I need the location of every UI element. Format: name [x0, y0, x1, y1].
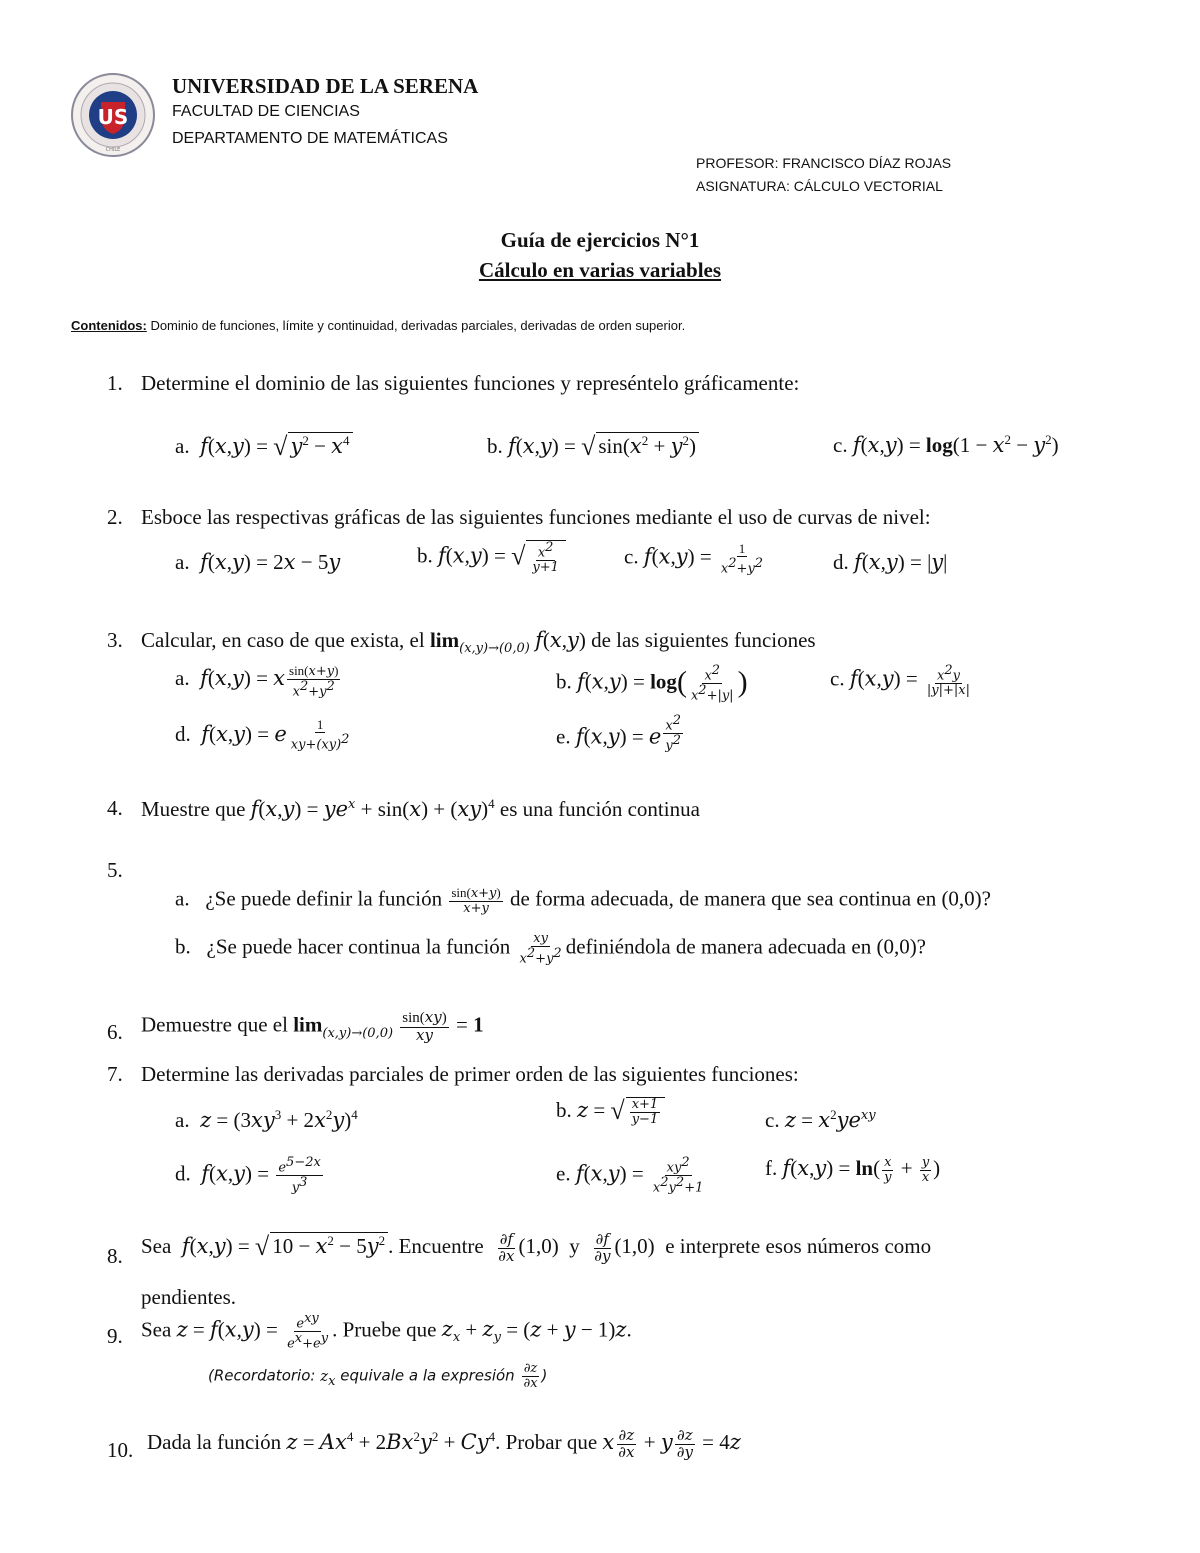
exercise-7c: c. $z = x^2ye^{xy}$: [765, 1107, 876, 1132]
exercise-7b: b. z = √ $\frac{x+1}{y-1}$: [556, 1096, 665, 1126]
exercise-9-mid: . Pruebe que: [332, 1317, 437, 1342]
university-seal: [70, 72, 156, 158]
exercise-5a-pre: ¿Se puede definir la función: [205, 886, 443, 911]
exercise-3-post: de las siguientes funciones: [591, 628, 816, 652]
svg-text:CHILE: CHILE: [105, 147, 121, 153]
faculty-name: FACULTAD DE CIENCIAS: [172, 103, 360, 120]
exercise-1a: a. f(x,y) = √ $y^2 - x^4$: [175, 432, 353, 462]
page-subtitle: Cálculo en varias variables: [478, 258, 722, 282]
contents-label: Contenidos:: [71, 318, 147, 333]
exercise-3c: c. f(x,y) = $\frac{x^2y}{|y|+|x|}$: [830, 663, 971, 698]
subject-line: ASIGNATURA: CÁLCULO VECTORIAL: [696, 178, 943, 194]
svg-text:US: US: [97, 105, 129, 129]
exercise-8-mid1: . Encuentre: [388, 1234, 484, 1259]
university-name: UNIVERSIDAD DE LA SERENA: [172, 74, 479, 98]
exercise-2c: c. f(x,y) = $\frac{1}{x^2+y^2}$: [624, 541, 764, 576]
exercise-8-mid2: y: [569, 1234, 580, 1259]
contents-text: Dominio de funciones, límite y continuidad, derivadas parciales, derivadas de orden superior.: [146, 318, 686, 333]
exercise-5b-post: definiéndola de manera adecuada en (0,0)?: [565, 934, 927, 959]
exercise-2b: b. f(x,y) = √ $\frac{x^2}{y+1}$: [417, 540, 566, 575]
exercise-5b: b. ¿Se puede hacer continua la función $\frac{xy}{x^2+y^2}$ definiéndola de manera adecuada en (0,0)?: [175, 931, 927, 966]
exercise-10-mid: . Probar que: [495, 1430, 598, 1455]
exercise-4-text: Muestre que $f(x,y) = ye^x + \sin(x) + (xy)^4$ es una función continua: [141, 796, 700, 821]
exercise-1-number: 1.: [107, 371, 123, 395]
exercise-10-pre: Dada la función: [147, 1430, 282, 1455]
exercise-3d: d. f(x,y) = e $\frac{1}{xy+(xy)^2}$: [175, 717, 350, 752]
exercise-1c: c. $f(x,y) = \log(1 - x^2 - y^2)$: [833, 432, 1059, 457]
exercise-1b: b. f(x,y) = √ $\sin(x^2 + y^2)$: [487, 432, 699, 462]
exercise-5a: a. ¿Se puede definir la función $\frac{\sin(x+y)}{x+y}$ de forma adecuada, de manera que sea continua en (0,0)?: [175, 885, 992, 916]
exercise-4-number: 4.: [107, 796, 123, 820]
exercise-3b: b. f(x,y) = log( $\frac{x^2}{x^2+|y|}$ ): [556, 663, 748, 704]
exercise-2-number: 2.: [107, 505, 123, 529]
contents-line: [71, 318, 685, 333]
exercise-7e: e. f(x,y) = $\frac{xy^2}{x^2y^2+1}$: [556, 1155, 704, 1196]
exercise-8-text: Sea f(x,y) = √ $10 - x^2 - 5y^2$ . Encuentre $\frac{\partial f}{\partial x}$ (1,0) y $\frac{\partial f}{\partial y}$ (1,0) e interprete esos números como: [141, 1230, 932, 1265]
exercise-8-post: e interprete esos números como: [665, 1234, 932, 1259]
exercise-7-text: Determine las derivadas parciales de primer orden de las siguientes funciones:: [141, 1062, 799, 1086]
exercise-2a: a. f(x,y) = 2x − 5y: [175, 550, 341, 574]
exercise-2d: d. f(x,y) = |y|: [833, 550, 948, 574]
exercise-3-pre: Calcular, en caso de que exista, el: [141, 628, 425, 652]
exercise-3a: a. f(x,y) = x $\frac{\sin(x+y)}{x^2+y^2}$: [175, 663, 339, 699]
exercise-9-note-mid: equivale a la expresión: [340, 1366, 515, 1385]
exercise-9-note: (Recordatorio: $z_x$ equivale a la expresión $\frac{\partial z}{\partial x}$ ): [208, 1361, 548, 1391]
exercise-3-number: 3.: [107, 628, 123, 652]
exercise-10-number: 10.: [107, 1438, 134, 1462]
exercise-9-text: Sea z = f(x,y) = $\frac{e^{xy}}{e^x+e^y}$ . Pruebe que $z_x + z_y = (z + y - 1)z$.: [141, 1311, 632, 1352]
exercise-5b-pre: ¿Se puede hacer continua la función: [206, 934, 511, 959]
department-name: DEPARTAMENTO DE MATEMÁTICAS: [172, 130, 448, 147]
exercise-9-note-post: ): [541, 1366, 548, 1385]
professor-line: PROFESOR: FRANCISCO DÍAZ ROJAS: [696, 155, 952, 171]
exercise-9-note-pre: (Recordatorio:: [208, 1366, 316, 1385]
exercise-8-number: 8.: [107, 1244, 123, 1268]
exercise-6-text: Demuestre que el $\lim_{(x,y)\to(0,0)}$ $\frac{\sin(xy)}{xy}$ = 1: [141, 1008, 484, 1044]
exercise-8-line2: pendientes.: [141, 1285, 237, 1309]
exercise-7-number: 7.: [107, 1062, 123, 1086]
exercise-2-text: Esboce las respectivas gráficas de las siguientes funciones mediante el uso de curvas de nivel:: [141, 505, 931, 529]
exercise-4-pre: Muestre que: [141, 797, 246, 821]
page-title: Guía de ejercicios N°1: [500, 228, 700, 252]
exercise-4-post: es una función continua: [499, 797, 700, 821]
exercise-7a: a. $z = (3xy^3 + 2x^2y)^4$: [175, 1107, 358, 1132]
exercise-3e: e. f(x,y) = e $\frac{x^2}{y^2}$: [556, 713, 681, 754]
exercise-1-text: Determine el dominio de las siguientes funciones y represéntelo gráficamente:: [141, 371, 800, 395]
exercise-9-number: 9.: [107, 1324, 123, 1348]
exercise-5-number: 5.: [107, 858, 123, 882]
exercise-8-pre: Sea: [141, 1234, 172, 1259]
exercise-6-pre: Demuestre que el: [141, 1012, 288, 1037]
exercise-3-text: Calcular, en caso de que exista, el $\lim_{(x,y)\to(0,0)} f(x,y)$ de las siguientes funciones: [141, 628, 816, 657]
exercise-6-number: 6.: [107, 1020, 123, 1044]
exercise-5a-post: de forma adecuada, de manera que sea continua en (0,0)?: [510, 886, 992, 911]
exercise-7d: d. f(x,y) = $\frac{e^{5-2x}}{y^3}$: [175, 1155, 321, 1196]
exercise-7f: f. f(x,y) = ln( $\frac{x}{y}$ + $\frac{y}{x}$ ): [765, 1155, 941, 1185]
exercise-9-pre: Sea: [141, 1317, 172, 1342]
exercise-10-text: Dada la función $z = Ax^4 + 2Bx^2y^2 + Cy^4$. Probar que x $\frac{\partial z}{\partial x}$ + y $\frac{\partial z}{\partial y}$ = 4z: [147, 1426, 741, 1461]
